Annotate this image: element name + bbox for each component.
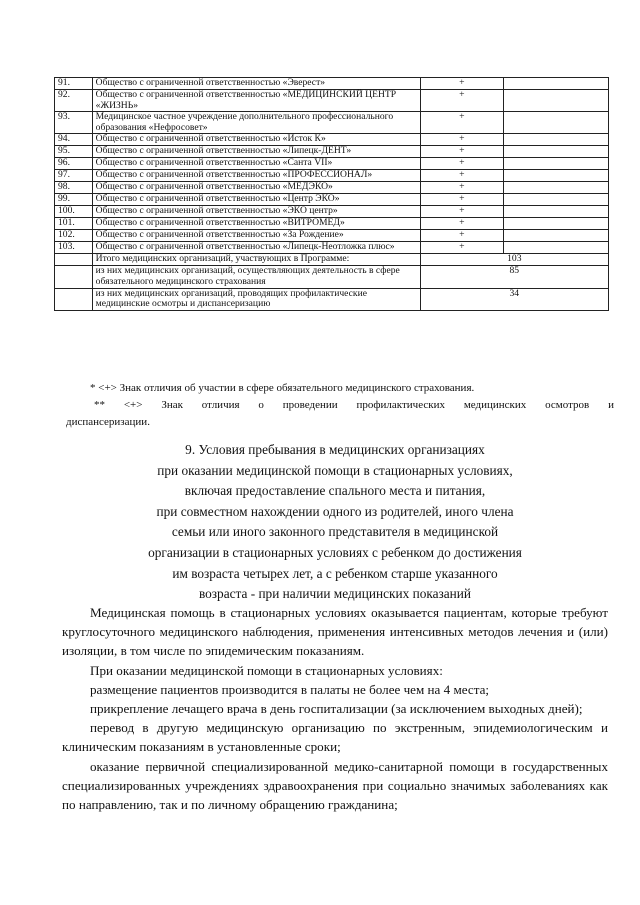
checkup-mark bbox=[504, 90, 609, 112]
total-value: 34 bbox=[420, 288, 608, 310]
table-row bbox=[55, 146, 609, 158]
oms-mark: + bbox=[420, 112, 504, 134]
checkup-mark bbox=[504, 158, 609, 170]
oms-mark: + bbox=[420, 194, 504, 206]
oms-mark: + bbox=[420, 230, 504, 242]
organizations-table bbox=[54, 77, 609, 311]
table-row bbox=[55, 194, 609, 206]
organization-name: Общество с ограниченной ответственностью «МЕДИЦИНСКИЙ ЦЕНТР «ЖИЗНЬ» bbox=[92, 90, 420, 112]
table-row bbox=[55, 230, 609, 242]
row-number: 93. bbox=[55, 112, 93, 134]
checkup-mark bbox=[504, 218, 609, 230]
checkup-mark bbox=[504, 146, 609, 158]
section-body bbox=[62, 603, 608, 814]
row-number: 97. bbox=[55, 170, 93, 182]
checkup-mark bbox=[504, 206, 609, 218]
checkup-mark bbox=[504, 134, 609, 146]
checkup-mark bbox=[504, 230, 609, 242]
footnotes bbox=[66, 380, 614, 431]
table-row bbox=[55, 90, 609, 112]
title-line: при совместном нахождении одного из родителей, иного члена bbox=[156, 503, 514, 519]
paragraph: прикрепление лечащего врача в день госпитализации (за исключением выходных дней); bbox=[90, 701, 583, 717]
table-row bbox=[55, 242, 609, 254]
total-label: из них медицинских организаций, осуществляющих деятельность в сфере обязательного медицинского страхования bbox=[92, 266, 420, 288]
row-number: 101. bbox=[55, 218, 93, 230]
paragraph: Медицинская помощь в стационарных условиях оказывается пациентам, которые требуют круглосуточного медицинского наблюдения, применения интенсивных методов лечения и (или) изоляции, в том числе по эпидемическим показаниям. bbox=[62, 605, 608, 659]
row-number: 102. bbox=[55, 230, 93, 242]
table-row bbox=[55, 218, 609, 230]
row-number: 95. bbox=[55, 146, 93, 158]
organization-name: Общество с ограниченной ответственностью «Липецк-ДЕНТ» bbox=[92, 146, 420, 158]
paragraph: перевод в другую медицинскую организацию по экстренным, эпидемиологическим и клиническим показаниям в установленные сроки; bbox=[62, 720, 608, 755]
row-number: 103. bbox=[55, 242, 93, 254]
title-line: при оказании медицинской помощи в стационарных условиях, bbox=[157, 462, 513, 478]
section-title bbox=[70, 440, 600, 605]
organization-name: Общество с ограниченной ответственностью «Липецк-Неотложка плюс» bbox=[92, 242, 420, 254]
organization-name: Общество с ограниченной ответственностью «Центр ЭКО» bbox=[92, 194, 420, 206]
row-number: 98. bbox=[55, 182, 93, 194]
row-number: 96. bbox=[55, 158, 93, 170]
row-number: 99. bbox=[55, 194, 93, 206]
total-row bbox=[55, 288, 609, 310]
checkup-mark bbox=[504, 112, 609, 134]
checkup-mark bbox=[504, 182, 609, 194]
oms-mark: + bbox=[420, 134, 504, 146]
organization-name: Общество с ограниченной ответственностью «За Рождение» bbox=[92, 230, 420, 242]
checkup-mark bbox=[504, 242, 609, 254]
row-number: 91. bbox=[55, 78, 93, 90]
paragraph: размещение пациентов производится в палаты не более чем на 4 места; bbox=[90, 681, 490, 697]
organization-name: Общество с ограниченной ответственностью «ПРОФЕССИОНАЛ» bbox=[92, 170, 420, 182]
title-line: включая предоставление спального места и питания, bbox=[184, 483, 486, 499]
table-row bbox=[55, 78, 609, 90]
table-row bbox=[55, 182, 609, 194]
title-line: семьи или иного законного представителя в медицинской bbox=[171, 524, 499, 540]
paragraph: оказание первичной специализированной медико-санитарной помощи в государственных специализированных учреждениях здравоохранения при социально значимых заболеваниях как по направлению, так и по личному обращению гражданина; bbox=[62, 758, 608, 813]
organization-name: Общество с ограниченной ответственностью «Санта VII» bbox=[92, 158, 420, 170]
organization-name: Общество с ограниченной ответственностью «МЕДЭКО» bbox=[92, 182, 420, 194]
checkup-mark bbox=[504, 194, 609, 206]
total-row bbox=[55, 266, 609, 288]
total-row bbox=[55, 254, 609, 266]
table-row bbox=[55, 170, 609, 182]
checkup-mark bbox=[504, 78, 609, 90]
table-row bbox=[55, 158, 609, 170]
total-value: 85 bbox=[420, 266, 608, 288]
title-line: организации в стационарных условиях с ребенком до достижения bbox=[148, 544, 522, 560]
row-number: 92. bbox=[55, 90, 93, 112]
table-row bbox=[55, 206, 609, 218]
organization-name: Общество с ограниченной ответственностью «Эверест» bbox=[92, 78, 420, 90]
row-number: 94. bbox=[55, 134, 93, 146]
oms-mark: + bbox=[420, 78, 504, 90]
row-number: 100. bbox=[55, 206, 93, 218]
checkup-mark bbox=[504, 170, 609, 182]
organization-name: Медицинское частное учреждение дополнительного профессионального образования «Нефросовет» bbox=[92, 112, 420, 134]
oms-mark: + bbox=[420, 170, 504, 182]
oms-mark: + bbox=[420, 182, 504, 194]
title-line: 9. Условия пребывания в медицинских организациях bbox=[185, 442, 485, 457]
total-value: 103 bbox=[420, 254, 608, 266]
oms-mark: + bbox=[420, 146, 504, 158]
footnote-checkups: ** <+> Знак отличия о проведении профилактических медицинских осмотров и диспансеризации. bbox=[66, 399, 614, 428]
title-line: возраста - при наличии медицинских показаний bbox=[198, 586, 472, 602]
total-label: из них медицинских организаций, проводящих профилактические медицинские осмотры и диспансеризацию bbox=[92, 288, 420, 310]
oms-mark: + bbox=[420, 242, 504, 254]
organization-name: Общество с ограниченной ответственностью «ЭКО центр» bbox=[92, 206, 420, 218]
oms-mark: + bbox=[420, 218, 504, 230]
table-row bbox=[55, 112, 609, 134]
oms-mark: + bbox=[420, 206, 504, 218]
organization-name: Общество с ограниченной ответственностью «Исток К» bbox=[92, 134, 420, 146]
title-line: им возраста четырех лет, а с ребенком старше указанного bbox=[172, 565, 498, 581]
organization-name: Общество с ограниченной ответственностью «ВИТРОМЕД» bbox=[92, 218, 420, 230]
paragraph: При оказании медицинской помощи в стационарных условиях: bbox=[90, 662, 443, 678]
oms-mark: + bbox=[420, 90, 504, 112]
oms-mark: + bbox=[420, 158, 504, 170]
footnote-oms: * <+> Знак отличия об участии в сфере обязательного медицинского страхования. bbox=[90, 382, 475, 394]
total-label: Итого медицинских организаций, участвующих в Программе: bbox=[92, 254, 420, 266]
table-row bbox=[55, 134, 609, 146]
